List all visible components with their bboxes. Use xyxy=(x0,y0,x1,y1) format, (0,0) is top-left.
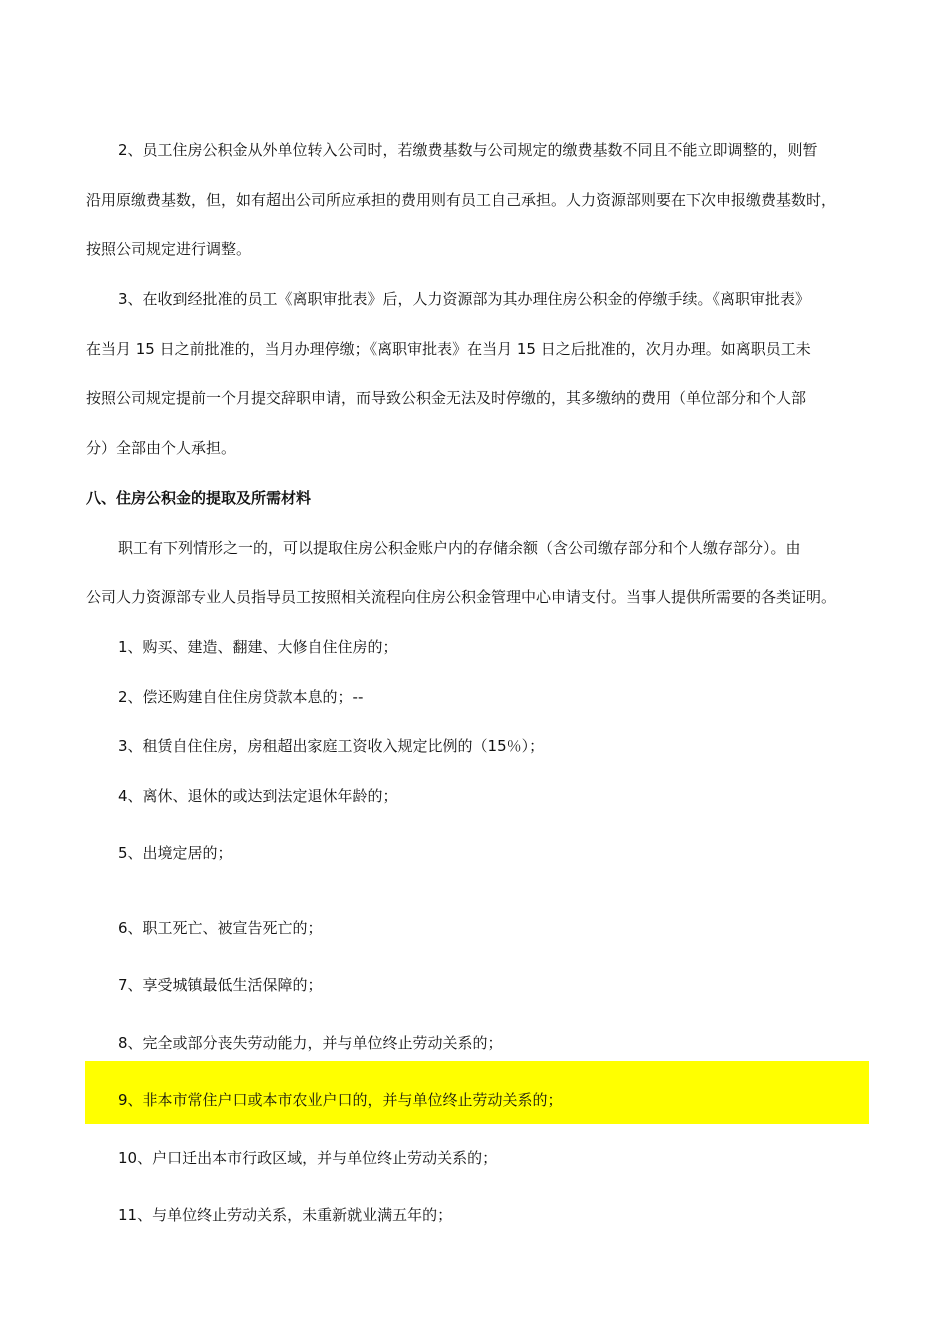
paragraph-3-line-4: 分）全部由个人承担。 xyxy=(86,439,237,457)
paragraph-2-line-1: 2、员工住房公积金从外单位转入公司时，若缴费基数与公司规定的缴费基数不同且不能立即调整的，则暂 xyxy=(118,141,818,159)
paragraph-3-line-2: 在当月 15 日之前批准的，当月办理停缴；《离职审批表》在当月 15 日之后批准的，次月办理。如离职员工未 xyxy=(86,340,811,358)
list-item-4: 4、离休、退休的或达到法定退休年龄的； xyxy=(118,787,398,805)
list-item-8: 8、完全或部分丧失劳动能力，并与单位终止劳动关系的； xyxy=(118,1034,503,1052)
paragraph-2-line-3: 按照公司规定进行调整。 xyxy=(86,240,252,258)
intro-line-1: 职工有下列情形之一的，可以提取住房公积金账户内的存储余额（含公司缴存部分和个人缴存部分）。由 xyxy=(118,539,801,557)
list-item-2: 2、偿还购建自住住房贷款本息的；-- xyxy=(118,688,364,706)
paragraph-3-line-1: 3、在收到经批准的员工《离职审批表》后，人力资源部为其办理住房公积金的停缴手续。《离职审批表》 xyxy=(118,290,811,308)
list-item-6: 6、职工死亡、被宣告死亡的； xyxy=(118,919,323,937)
section-heading: 八、住房公积金的提取及所需材料 xyxy=(86,489,312,507)
list-item-5: 5、出境定居的； xyxy=(118,844,233,862)
list-item-11: 11、与单位终止劳动关系，未重新就业满五年的； xyxy=(118,1206,453,1224)
list-item-1: 1、购买、建造、翻建、大修自住住房的； xyxy=(118,638,398,656)
list-item-10: 10、户口迁出本市行政区域，并与单位终止劳动关系的； xyxy=(118,1149,498,1167)
intro-line-2: 公司人力资源部专业人员指导员工按照相关流程向住房公积金管理中心申请支付。当事人提供所需要的各类证明。 xyxy=(86,588,837,606)
list-item-3: 3、租赁自住住房，房租超出家庭工资收入规定比例的（15％）； xyxy=(118,737,545,755)
paragraph-2-line-2: 沿用原缴费基数，但，如有超出公司所应承担的费用则有员工自己承担。人力资源部则要在下次申报缴费基数时， xyxy=(86,191,837,209)
list-item-7: 7、享受城镇最低生活保障的； xyxy=(118,976,323,994)
list-item-9-highlighted: 9、非本市常住户口或本市农业户口的，并与单位终止劳动关系的； xyxy=(118,1091,563,1109)
paragraph-3-line-3: 按照公司规定提前一个月提交辞职申请，而导致公积金无法及时停缴的，其多缴纳的费用（单位部分和个人部 xyxy=(86,389,807,407)
